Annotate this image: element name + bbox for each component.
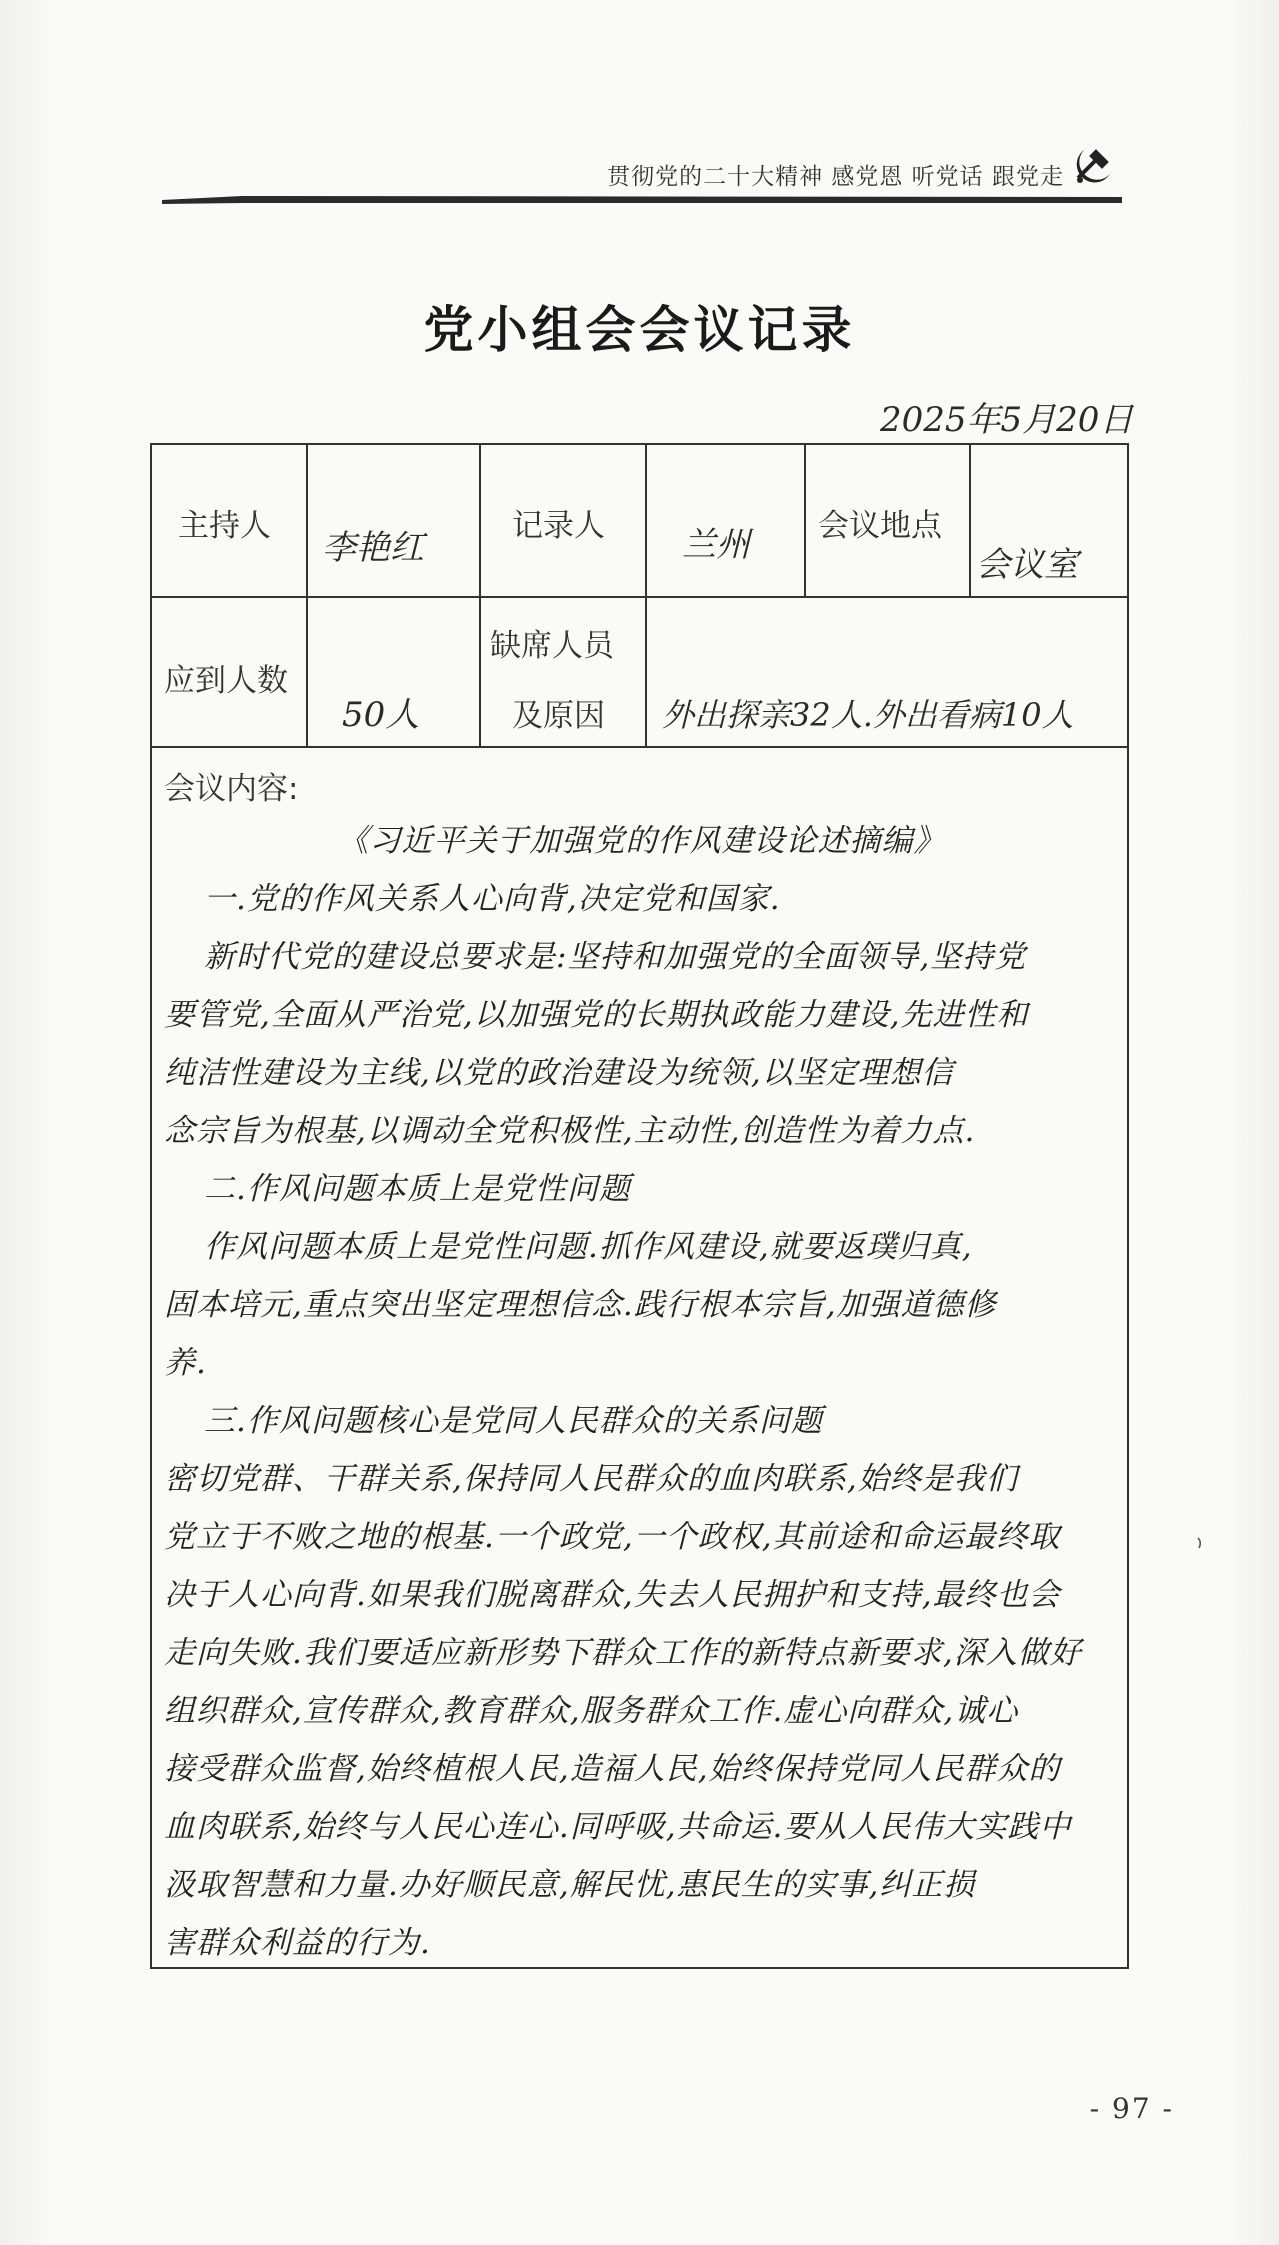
absent-value: 外出探亲32人.外出看病10人 — [662, 696, 1074, 734]
content-line: 密切党群、干群关系,保持同人民群众的血肉联系,始终是我们 — [164, 1461, 1018, 1497]
meeting-content — [164, 763, 1119, 1972]
content-line: 作风问题本质上是党性问题.抓作风建设,就要返璞归真, — [204, 1229, 973, 1265]
header-rule — [162, 194, 1122, 206]
meeting-date — [880, 392, 1133, 441]
absent-label-line1: 缺席人员 — [490, 628, 614, 664]
header-banner — [162, 150, 1112, 220]
content-line: 固本培元,重点突出坚定理想信念.践行根本宗旨,加强道德修 — [164, 1287, 997, 1323]
document-title: 党小组会会议记录 — [423, 300, 856, 359]
header-slogan: 贯彻党的二十大精神 感党恩 听党话 跟党走 — [607, 164, 1064, 190]
content-line: 纯洁性建设为主线,以党的政治建设为统领,以坚定理想信 — [164, 1055, 954, 1091]
content-line: 新时代党的建设总要求是:坚持和加强党的全面领导,坚持党 — [204, 939, 1027, 975]
meeting-record-form — [150, 443, 1129, 1969]
expected-label: 应到人数 — [164, 663, 288, 699]
date-value: 2025年5月20日 — [880, 400, 1134, 440]
page-number: - 97 - — [1089, 2092, 1174, 2125]
location-value: 会议室 — [976, 545, 1078, 585]
absent-label-line2: 及原因 — [512, 698, 605, 734]
content-line: 要管党,全面从严治党,以加强党的长期执政能力建设,先进性和 — [164, 997, 1029, 1033]
expected-value: 50人 — [342, 695, 420, 735]
content-line: 三.作风问题核心是党同人民群众的关系问题 — [204, 1403, 823, 1439]
location-label: 会议地点 — [818, 508, 942, 544]
content-label: 会议内容: — [164, 771, 299, 807]
recorder-value: 兰州 — [682, 525, 750, 565]
party-emblem-icon — [1070, 140, 1118, 188]
content-line: 一.党的作风关系人心向背,决定党和国家. — [204, 881, 781, 917]
content-line: 二.作风问题本质上是党性问题 — [204, 1171, 631, 1207]
stray-pen-mark — [1196, 1536, 1204, 1550]
content-line: 汲取智慧和力量.办好顺民意,解民忧,惠民生的实事,纠正损 — [164, 1867, 976, 1903]
content-line: 养. — [164, 1345, 207, 1381]
content-line: 接受群众监督,始终植根人民,造福人民,始终保持党同人民群众的 — [164, 1751, 1061, 1787]
host-label: 主持人 — [178, 508, 271, 544]
host-value: 李艳红 — [322, 528, 424, 568]
content-line: 害群众利益的行为. — [164, 1925, 431, 1961]
content-line: 血肉联系,始终与人民心连心.同呼吸,共命运.要从人民伟大实践中 — [164, 1809, 1072, 1845]
content-line: 党立于不败之地的根基.一个政党,一个政权,其前途和命运最终取 — [164, 1519, 1061, 1555]
content-line: 《习近平关于加强党的作风建设论述摘编》 — [337, 823, 946, 859]
recorder-label: 记录人 — [512, 508, 605, 544]
content-line: 走向失败.我们要适应新形势下群众工作的新特点新要求,深入做好 — [164, 1635, 1082, 1671]
content-line: 决于人心向背.如果我们脱离群众,失去人民拥护和支持,最终也会 — [164, 1577, 1061, 1613]
content-line: 组织群众,宣传群众,教育群众,服务群众工作.虚心向群众,诚心 — [164, 1693, 1019, 1729]
content-line: 念宗旨为根基,以调动全党积极性,主动性,创造性为着力点. — [164, 1113, 976, 1149]
